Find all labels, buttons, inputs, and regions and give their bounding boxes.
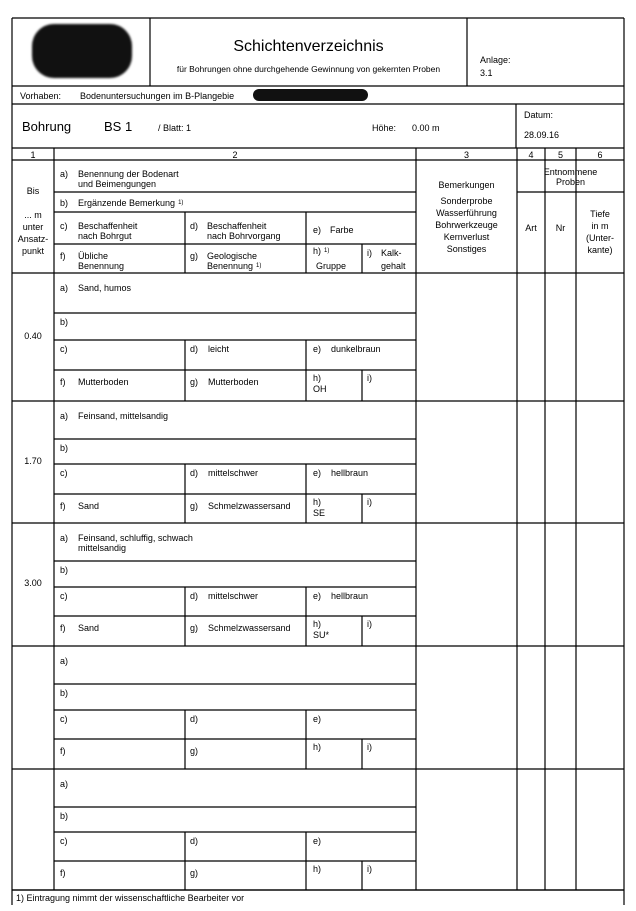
row-i-label: i): [367, 619, 372, 629]
row-a-value: Feinsand, mittelsandig: [78, 411, 169, 421]
legend-i-label: i): [367, 248, 372, 258]
row-b-label: b): [60, 443, 69, 453]
row-e-value: hellbraun: [331, 591, 369, 601]
row-b-label: b): [60, 688, 69, 698]
legend-h-label: h) $^{1)}$: [313, 246, 330, 256]
col1-head-ansatz: Ansatz-: [17, 234, 49, 244]
bohrung-name: BS 1: [104, 119, 133, 134]
colnum-2: 2: [232, 150, 238, 160]
layer-depth: 3.00: [24, 578, 42, 588]
row-f-value: Sand: [78, 501, 100, 511]
row-d-value: mittelschwer: [208, 591, 259, 601]
page-subtitle: für Bohrungen ohne durchgehende Gewinnung von gekernten Proben: [176, 64, 441, 74]
row-g-label: g): [190, 868, 199, 878]
row-h-value: SE: [313, 508, 326, 518]
col1-head-unter: unter: [22, 222, 44, 232]
footnote: 1) Eintragung nimmt der wissenschaftliche Bearbeiter vor: [16, 893, 245, 903]
page-title: Schichtenverzeichnis: [233, 38, 384, 55]
col4-head-art: Art: [525, 223, 537, 233]
row-d-label: d): [190, 591, 199, 601]
legend-e-text: Farbe: [330, 225, 354, 235]
row-g-value: Schmelzwassersand: [208, 623, 291, 633]
col3-head-sonderprobe: Sonderprobe: [440, 196, 493, 206]
row-a-value: Sand, humos: [78, 283, 132, 293]
row-f-label: f): [60, 623, 66, 633]
legend-d-label: d): [190, 221, 199, 231]
legend-h-text: Gruppe: [316, 261, 347, 271]
row-b-label: b): [60, 565, 69, 575]
row-d-label: d): [190, 468, 199, 478]
row-h-label: h): [313, 497, 322, 507]
row-g-value: Schmelzwassersand: [208, 501, 291, 511]
row-f-label: f): [60, 377, 66, 387]
col3-head-wasser: Wasserführung: [436, 208, 497, 218]
vorhaben-label: Vorhaben:: [20, 91, 62, 101]
legend-g-text1: Geologische: [207, 251, 258, 261]
legend-b-label: b): [60, 198, 69, 208]
row-a-label: a): [60, 533, 69, 543]
row-f-value: Mutterboden: [78, 377, 129, 387]
legend-a-text2: und Beimengungen: [78, 179, 157, 189]
row-a-label: a): [60, 656, 69, 666]
col5-head-nr: Nr: [555, 223, 566, 233]
legend-g-text2: Benennung $^{1)}$: [207, 261, 262, 271]
row-h-label: h): [313, 742, 322, 752]
row-f-label: f): [60, 746, 66, 756]
colnum-4: 4: [528, 150, 534, 160]
row-g-label: g): [190, 746, 199, 756]
legend-a-label: a): [60, 169, 69, 179]
col3-head-sonstiges: Sonstiges: [446, 244, 487, 254]
row-g-label: g): [190, 623, 199, 633]
legend-f-label: f): [60, 251, 66, 261]
row-a-label: a): [60, 779, 69, 789]
row-g-label: g): [190, 501, 199, 511]
legend-f-text2: Benennung: [78, 261, 125, 271]
legend-c-label: c): [60, 221, 68, 231]
row-e-value: dunkelbraun: [331, 344, 381, 354]
row-h-value: OH: [313, 384, 327, 394]
col6-head-kante: kante): [587, 245, 613, 255]
bohrung-label: Bohrung: [22, 119, 72, 134]
row-b-label: b): [60, 811, 69, 821]
layer-depth: 0.40: [24, 331, 42, 341]
row-h-label: h): [313, 619, 322, 629]
colnum-5: 5: [557, 150, 563, 160]
redacted-text: [253, 89, 368, 101]
row-i-label: i): [367, 373, 372, 383]
legend-i-text2: gehalt: [381, 261, 406, 271]
row-c-label: c): [60, 344, 68, 354]
row-a-value-2: mittelsandig: [78, 543, 127, 553]
entnommene-head: Entnommene: [543, 167, 598, 177]
legend-i-text1: Kalk-: [381, 248, 402, 258]
row-i-label: i): [367, 864, 372, 874]
row-d-label: d): [190, 714, 199, 724]
row-c-label: c): [60, 836, 68, 846]
colnum-6: 6: [597, 150, 603, 160]
col3-head-kernverlust: Kernverlust: [443, 232, 490, 242]
row-i-label: i): [367, 742, 372, 752]
legend-b-text: Ergänzende Bemerkung $^{1)}$: [78, 198, 184, 208]
row-g-value: Mutterboden: [208, 377, 259, 387]
hoehe-label: Höhe:: [372, 123, 397, 133]
col1-head-m: ... m: [24, 210, 42, 220]
row-e-label: e): [313, 714, 322, 724]
legend-a-text1: Benennung der Bodenart: [78, 169, 179, 179]
row-d-label: d): [190, 836, 199, 846]
row-e-value: hellbraun: [331, 468, 369, 478]
row-f-label: f): [60, 868, 66, 878]
hoehe-value: 0.00 m: [412, 123, 440, 133]
col1-head-bis: Bis: [26, 186, 40, 196]
row-c-label: c): [60, 714, 68, 724]
blatt-label: / Blatt: 1: [158, 123, 192, 133]
datum-value: 28.09.16: [524, 130, 560, 140]
row-c-label: c): [60, 468, 68, 478]
row-b-label: b): [60, 317, 69, 327]
col6-head-inm: in m: [591, 221, 609, 231]
row-a-value: Feinsand, schluffig, schwach: [78, 533, 193, 543]
row-e-label: e): [313, 468, 322, 478]
col3-head-bohrwerkzeuge: Bohrwerkzeuge: [435, 220, 498, 230]
col6-head-tiefe: Tiefe: [590, 209, 610, 219]
row-h-label: h): [313, 373, 322, 383]
layer-depth: 1.70: [24, 456, 42, 466]
row-h-value: SU*: [313, 630, 330, 640]
row-e-label: e): [313, 591, 322, 601]
anlage-label: Anlage:: [480, 55, 511, 65]
row-h-label: h): [313, 864, 322, 874]
row-g-label: g): [190, 377, 199, 387]
proben-head: Proben: [555, 177, 586, 187]
row-d-value: leicht: [208, 344, 230, 354]
anlage-value: 3.1: [480, 68, 493, 78]
row-d-label: d): [190, 344, 199, 354]
legend-e-label: e): [313, 225, 322, 235]
col1-head-punkt: punkt: [21, 246, 45, 256]
colnum-3: 3: [463, 150, 469, 160]
colnum-1: 1: [30, 150, 36, 160]
legend-c-text1: Beschaffenheit: [78, 221, 138, 231]
row-i-label: i): [367, 497, 372, 507]
vorhaben-value: Bodenuntersuchungen im B-Plangebie: [80, 91, 235, 101]
row-d-value: mittelschwer: [208, 468, 259, 478]
legend-d-text1: Beschaffenheit: [207, 221, 267, 231]
redacted-logo: [32, 24, 132, 78]
datum-label: Datum:: [524, 110, 554, 120]
col6-head-unter: (Unter-: [585, 233, 614, 243]
row-a-label: a): [60, 411, 69, 421]
row-a-label: a): [60, 283, 69, 293]
legend-f-text1: Übliche: [78, 251, 109, 261]
row-e-label: e): [313, 836, 322, 846]
legend-g-label: g): [190, 251, 199, 261]
row-c-label: c): [60, 591, 68, 601]
row-f-value: Sand: [78, 623, 100, 633]
col3-head-bemerkungen: Bemerkungen: [438, 180, 495, 190]
legend-d-text2: nach Bohrvorgang: [207, 231, 281, 241]
legend-c-text2: nach Bohrgut: [78, 231, 132, 241]
row-e-label: e): [313, 344, 322, 354]
row-f-label: f): [60, 501, 66, 511]
